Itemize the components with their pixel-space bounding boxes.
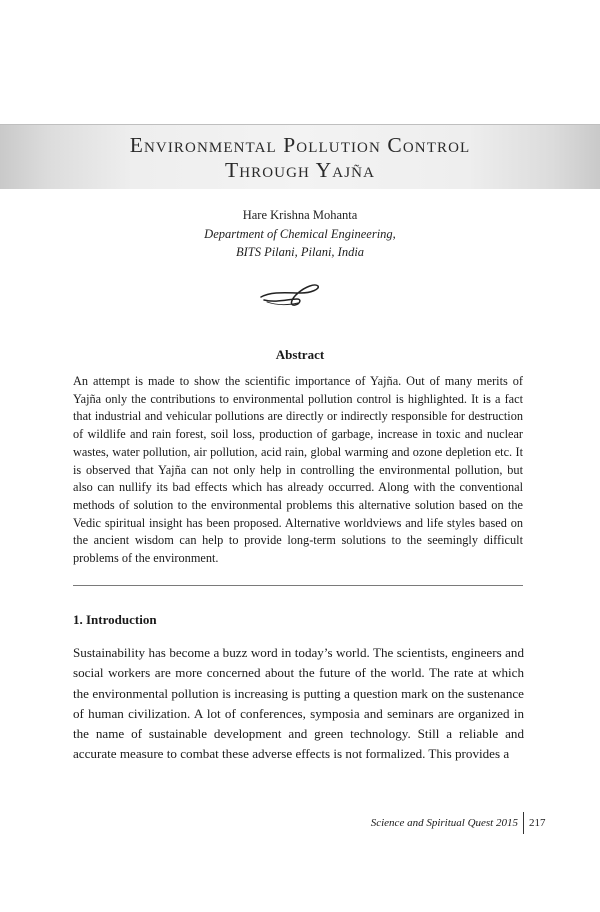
section-divider bbox=[73, 585, 523, 586]
author-affiliation: BITS Pilani, Pilani, India bbox=[235, 245, 365, 259]
flourish-ornament-icon bbox=[258, 282, 324, 316]
abstract-body: An attempt is made to show the scientific importance of Yajña. Out of many merits of Yajña only the contributions to environmental pollution control is highlighted. It is a fact that industrial and vehicular pollutions are directly or indirectly responsible for destruction of wildlife and rain forest, soil loss, production of garbage, increase in toxic and nuclear wastes, water pollution, air pollution, acid rain, global warming and ozone depletion etc. It is observed that Yajña can not only help in controlling the environmental pollution, but also can nullify its bad effects which has already occurred. Along with the conventional methods of solution to the environmental problems this alternative solution based on the Vedic spiritual insight has been proposed. Alternative worldviews and life styles based on the ancient wisdom can help to provide long-term solutions to the seemingly difficult problems of the environment. bbox=[73, 374, 523, 566]
article-title-line-1: Environmental Pollution Control bbox=[129, 133, 471, 157]
introduction-heading: 1. Introduction bbox=[73, 612, 157, 627]
footer-journal-name: Science and Spiritual Quest 2015 bbox=[370, 817, 518, 829]
page-number: 217 bbox=[529, 817, 546, 829]
footer-separator bbox=[523, 812, 524, 834]
introduction-body: Sustainability has become a buzz word in today’s world. The scientists, engineers and social workers are more concerned about the future of the world. The rate at which the environmental pollution is increasing is putting a question mark on the sustenance of human civilization. A lot of conferences, symposia and seminars are organized in the name of sustainable development and green technology. Still a reliable and accurate measure to combat these adverse effects is not formalized. This provides a bbox=[73, 645, 524, 762]
abstract-heading: Abstract bbox=[275, 347, 325, 362]
author-name: Hare Krishna Mohanta bbox=[242, 208, 358, 222]
article-title-line-2: Through Yajña bbox=[224, 158, 376, 182]
author-department: Department of Chemical Engineering, bbox=[204, 227, 396, 241]
